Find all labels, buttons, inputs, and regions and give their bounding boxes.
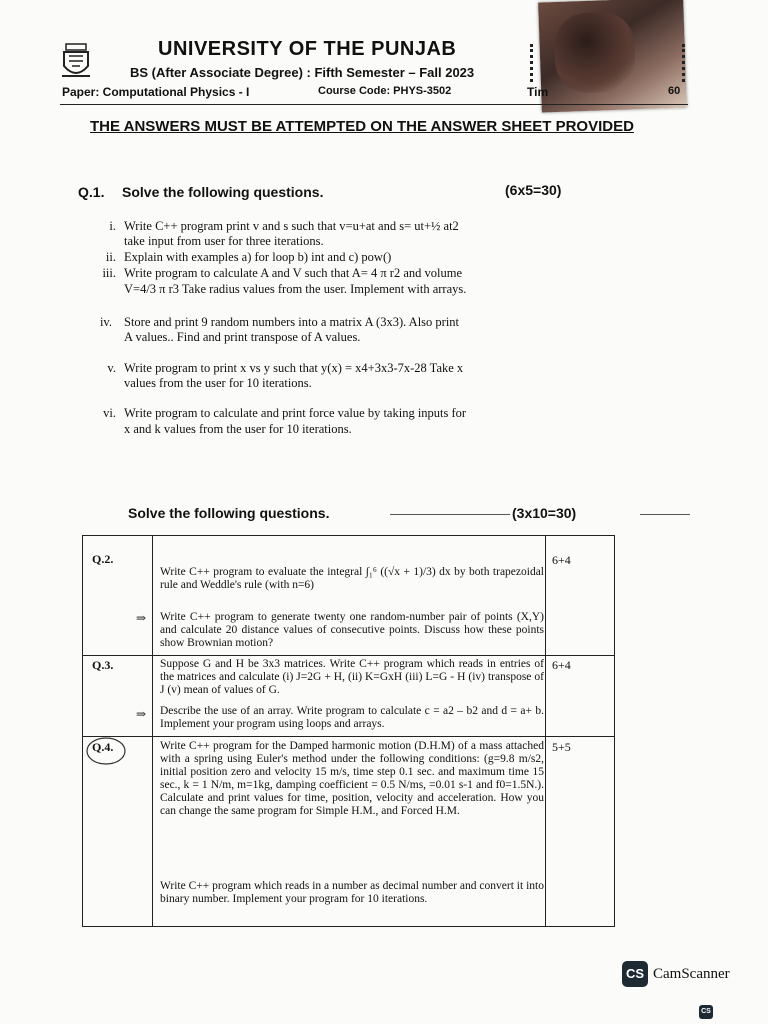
handwritten-arrow-icon: ⇒ (136, 707, 147, 721)
q1-item-numeral: iv. (99, 315, 112, 329)
program-subtitle: BS (After Associate Degree) : Fifth Semester – Fall 2023 (130, 65, 475, 80)
paper-name: Paper: Computational Physics - I (62, 85, 250, 99)
q1-marks: (6x5=30) (505, 182, 562, 198)
handwritten-circle-mark (84, 735, 132, 767)
course-code: Course Code: PHYS-3502 (318, 85, 452, 97)
table-row-divider (82, 655, 615, 656)
university-title: UNIVERSITY OF THE PUNJAB (158, 38, 457, 60)
time-label: Tim (527, 85, 549, 99)
q1-item-line: Write C++ program print v and s such that v=u+at and s= ut+½ at2 (124, 219, 459, 233)
q2-part1: Write C++ program to evaluate the integral ∫₁⁶ ((√x + 1)/3) dx by both trapezoidal rule and Weddle's rule (with n=6) (160, 566, 544, 591)
table-col-divider (545, 535, 546, 927)
q1-item-line: V=4/3 π r3 Take radius values from the user. Implement with arrays. (124, 282, 467, 296)
camscanner-logo-icon: CS (622, 961, 648, 987)
section2-rule (640, 514, 690, 515)
handwritten-arrow-icon: ⇒ (136, 611, 147, 625)
q1-number: Q.1. (78, 184, 105, 200)
section2-title: Solve the following questions. (128, 505, 330, 521)
q3-part1: Suppose G and H be 3x3 matrices. Write C++ program which reads in entries of the matrices and calculate (i) J=2G + H, (ii) K=GxH (iii) L=G - H (iv) transpose of J (v) mean of values of G. (160, 658, 544, 696)
camscanner-small-logo-icon: CS (699, 1005, 713, 1019)
q1-item-line: take input from user for three iterations. (124, 234, 324, 248)
q4-part1: Write C++ program for the Damped harmonic motion (D.H.M) of a mass attached with a spring using Euler's method under the following conditions: (g=9.8 m/s2, initial position zero and velocity 15 m/s, time step 0.1 sec. and maximum time 15 sec., k = 1 N/m, m=1kg, damping coefficient = 0.5 N/ms, =0.01 s-1 and f0=1.5N.). Calculate and print values for time, position, velocity and acceleration. How you can change the same program for Simple H.M., and Forced H.M. (160, 740, 544, 817)
university-crest-icon (60, 42, 92, 82)
q1-item-line: x and k values from the user for 10 iterations. (124, 422, 352, 436)
dotted-border-right (672, 44, 685, 82)
q1-item-line: A values.. Find and print transpose of A values. (124, 330, 361, 344)
q1-item-line: Write program to calculate A and V such that A= 4 π r2 and volume (124, 266, 463, 280)
header-rule (60, 104, 688, 105)
q3-marks: 6+4 (552, 658, 571, 672)
table-col-divider (152, 535, 153, 927)
q1-item-line: values from the user for 10 iterations. (124, 376, 312, 390)
q4-part2: Write C++ program which reads in a number as decimal number and convert it into binary number. Implement your program for 10 iterations. (160, 880, 544, 905)
q2-part2: Write C++ program to generate twenty one random-number pair of points (X,Y) and calculate 20 distance values of consecutive points. Discuss how these points show Brownian motion? (160, 611, 544, 649)
instruction-banner: THE ANSWERS MUST BE ATTEMPTED ON THE ANSWER SHEET PROVIDED (90, 118, 634, 135)
q3-label: Q.3. (92, 658, 114, 672)
q2-marks: 6+4 (552, 553, 571, 567)
q1-item-numeral: iii. (102, 266, 116, 280)
q1-title: Solve the following questions. (122, 184, 324, 200)
q1-item-numeral: ii. (105, 250, 116, 264)
q4-marks: 5+5 (552, 740, 571, 754)
camscanner-brand: CamScanner (653, 966, 730, 982)
q1-item-line: Store and print 9 random numbers into a matrix A (3x3). Also print (124, 315, 460, 329)
q1-item-numeral: i. (109, 219, 116, 233)
q1-item-line: Write program to print x vs y such that y(x) = x4+3x3-7x-28 Take x (124, 361, 464, 375)
table-row-divider (82, 736, 615, 737)
q3-part2: Describe the use of an array. Write program to calculate c = a2 – b2 and d = a+ b. Implement your program using loops and arrays. (160, 705, 544, 730)
questions-table (82, 535, 615, 927)
q4-label: Q.4. (92, 740, 114, 754)
total-marks: 60 (668, 85, 681, 97)
q1-item-numeral: v. (107, 361, 116, 375)
section2-marks: (3x10=30) (512, 505, 577, 521)
q1-item-numeral: vi. (103, 406, 116, 420)
q1-item-line: Explain with examples a) for loop b) int and c) pow() (124, 250, 392, 264)
section2-dash (390, 514, 510, 515)
overlapping-photo (538, 0, 687, 112)
q1-item-line: Write program to calculate and print force value by taking inputs for (124, 406, 467, 420)
q2-label: Q.2. (92, 552, 114, 566)
